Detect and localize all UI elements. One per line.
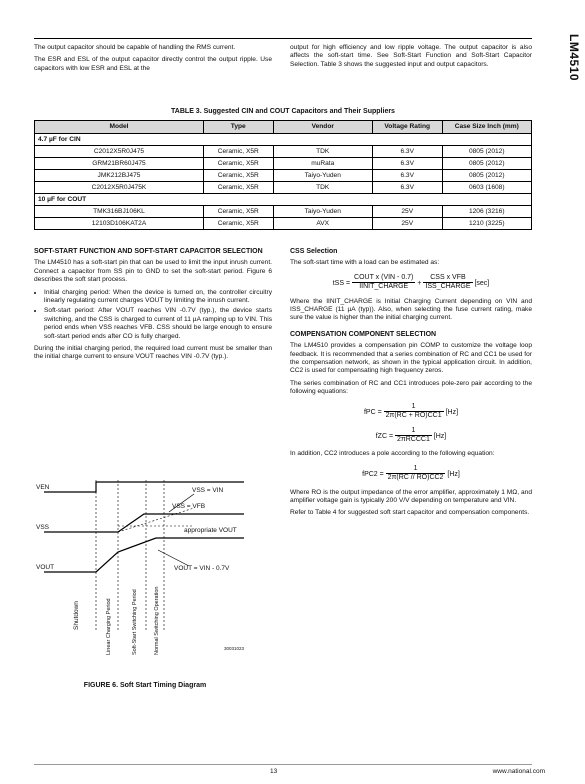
period-normal: Normal Switching Operation — [154, 586, 160, 655]
list-item: • Soft-start period: After VOUT reaches VIN -0.7V (typ.), the device starts switching, and the CSS is charged to current of 11 µA ramping up to VIN. This period ends when VSS reaches VFB. CSS should be large enough to ensure soft-start period ends after CO is fully charged. — [44, 307, 272, 341]
denominator: ISS_CHARGE — [425, 283, 471, 291]
comp-text2: The series combination of RC and CC1 introduces pole-zero pair according to the following equations: — [290, 379, 532, 396]
part-number-title: LM4510 — [567, 34, 581, 82]
fraction — [423, 274, 472, 292]
period-linear: Linear Charging Period — [106, 598, 112, 655]
list-item: • Initial charging period: When the device is turned on, the controller circuitry linearly regulating current charges VOUT by limiting the inrush current. — [44, 289, 272, 306]
cell: AVX — [273, 218, 372, 230]
vss-extension — [118, 508, 194, 532]
tss-unit: [sec] — [474, 279, 490, 287]
cell: 0805 (2012) — [442, 170, 531, 182]
ven-label: VEN — [36, 484, 50, 491]
cell: 0805 (2012) — [442, 146, 531, 158]
cell: Taiyo-Yuden — [273, 170, 372, 182]
left-top-p1: The output capacitor should be capable of handling the RMS current. — [34, 44, 236, 51]
fzc-equation: fZC = $\frac{1}{\text{2πRCCC1}}$ [Hz] — [375, 426, 447, 443]
cell: 25V — [372, 206, 442, 218]
denominator: 2π(RC + RO)CC1 — [385, 412, 442, 420]
cell: TDK — [273, 182, 372, 194]
left-top-text — [34, 44, 272, 77]
cell: Ceramic, X5R — [203, 170, 273, 182]
softstart-outro: During the initial charging period, the required load current must be smaller than the initial charge current to ensure VOUT reaches VIN -0.7V (typ.). — [34, 345, 272, 361]
label-arrow — [158, 550, 189, 566]
cell: GRM21BR60J475 — [35, 158, 204, 170]
cell: 25V — [372, 218, 442, 230]
fzc-unit: [Hz] — [433, 432, 447, 440]
vss-label: VSS — [36, 524, 50, 531]
fraction — [386, 465, 446, 483]
vss-vin-label: VSS = VIN — [192, 487, 224, 494]
cell: C2012X5R0J475K — [35, 182, 204, 194]
right-top-p: output for high efficiency and low ripple voltage. The output capacitor is also affects the soft-start time. See Soft-Start Function and Soft-Start Capacitor Selection. Table 3 shows the suggested input and output capacitors. — [290, 44, 532, 68]
fpc2-unit: [Hz] — [447, 470, 460, 478]
table-row — [35, 206, 532, 218]
cell: 0805 (2012) — [442, 158, 531, 170]
css-text2: Where the IINIT_CHARGE is Initial Charging Current depending on VIN and ISS_CHARGE (11 µA (typ)). Also, when selecting the fuse current rating, make sure the value is higher than the initial charging current. — [290, 297, 532, 322]
fpc-unit: [Hz] — [445, 408, 459, 416]
right-column — [290, 244, 532, 522]
table-header-row — [35, 121, 532, 134]
cell: 6.3V — [372, 158, 442, 170]
cell: TDK — [273, 146, 372, 158]
softstart-section — [34, 244, 272, 366]
table-row — [35, 218, 532, 230]
cell: Ceramic, X5R — [203, 182, 273, 194]
period-shutdown: Shutdown — [73, 601, 80, 630]
page-number: 13 — [270, 768, 278, 775]
group-row — [35, 134, 532, 146]
comp-text5: Refer to Table 4 for suggested soft start capacitor and compensation components. — [290, 509, 530, 517]
numerator: 1 — [384, 403, 444, 412]
vss-vfb-label: VSS = VFB — [172, 503, 206, 510]
comp-text1: The LM4510 provides a compensation pin COMP to customize the voltage loop feedback. It is recommended that a series combination of RC and CC1 be used for the compensation network, as shown in the typical application circuit. In addition, CC2 is used for compensating high frequency zeros. — [290, 342, 532, 375]
website-link[interactable]: www.national.com — [492, 768, 545, 775]
cell: 1210 (3225) — [442, 218, 531, 230]
fzc-label: fZC — [375, 432, 388, 440]
col-model: Model — [35, 121, 204, 134]
cell: Ceramic, X5R — [203, 206, 273, 218]
numerator: 1 — [386, 465, 446, 474]
capacitor-table — [34, 120, 532, 230]
comp-text4: Where RO is the output impedance of the error amplifier, approximately 1 MΩ, and amplifier voltage gain is typically 200 V/V depending on temperature and VIN. — [290, 488, 532, 504]
softstart-list — [34, 289, 272, 341]
soft-start-timing-diagram — [34, 480, 256, 660]
cell: 1206 (3216) — [442, 206, 531, 218]
cell: 12103D106KAT2A — [35, 218, 204, 230]
denominator: 2π(RC // RO)CC2 — [387, 474, 444, 482]
table-row — [35, 158, 532, 170]
table-row — [35, 146, 532, 158]
table-row — [35, 170, 532, 182]
cell: JMK212BJ475 — [35, 170, 204, 182]
table-caption: TABLE 3. Suggested CIN and COUT Capacitors and Their Suppliers — [171, 108, 395, 115]
appropriate-label: appropriate VOUT — [184, 527, 237, 534]
fraction — [352, 274, 415, 292]
cell: muRata — [273, 158, 372, 170]
comp-heading: COMPENSATION COMPONENT SELECTION — [290, 330, 437, 338]
group-label: 10 µF for COUT — [35, 194, 532, 206]
cell: Ceramic, X5R — [203, 218, 273, 230]
css-text: The soft-start time with a load can be estimated as: — [290, 259, 440, 267]
vout-eq-label: VOUT = VIN - 0.7V — [174, 565, 230, 572]
left-top-p2: The ESR and ESL of the output capacitor directly control the output ripple. Use capacitors with low ESR and ESL at the — [34, 56, 272, 72]
top-rule — [34, 38, 532, 39]
col-vendor: Vendor — [273, 121, 372, 134]
tss-equation: tSS = $\frac{\text{COUT x (VIN - 0.7)}}{\text{IINIT\_CHARGE}}$ + $\frac{\text{CSS x VFB}}{\text{ISS\_CHARGE}}$ [sec] — [332, 273, 490, 291]
cell: Taiyo-Yuden — [273, 206, 372, 218]
right-top-text — [290, 44, 532, 73]
period-softstart: Soft-Start Switching Period — [132, 589, 138, 655]
cell: 6.3V — [372, 146, 442, 158]
tss-label: tSS — [332, 279, 345, 287]
vout-label: VOUT — [36, 564, 55, 571]
fpc2-label: fPC2 — [362, 470, 378, 478]
fpc-label: fPC — [363, 408, 376, 416]
comp-text3: In addition, CC2 introduces a pole according to the following equation: — [290, 450, 495, 458]
col-case: Case Size Inch (mm) — [442, 121, 531, 134]
footer-rule — [34, 764, 532, 765]
softstart-heading: SOFT-START FUNCTION AND SOFT-START CAPACITOR SELECTION — [34, 248, 263, 255]
numerator: COUT x (VIN - 0.7) — [352, 274, 415, 283]
col-voltage: Voltage Rating — [372, 121, 442, 134]
numerator: CSS x VFB — [423, 274, 472, 283]
table-row — [35, 182, 532, 194]
cell: Ceramic, X5R — [203, 146, 273, 158]
cell: TMK316BJ106KL — [35, 206, 204, 218]
denominator: IINIT_CHARGE — [359, 283, 409, 291]
figure-caption: FIGURE 6. Soft Start Timing Diagram — [83, 682, 207, 689]
group-label: 4.7 µF for CIN — [35, 134, 532, 146]
fraction — [384, 403, 444, 421]
fpc-equation: fPC = $\frac{1}{2\pi(RC + RO)CC1}$ [Hz] — [363, 402, 459, 420]
fpc2-equation: fPC2 = $\frac{1}{2\pi(RC // RO)CC2}$ [Hz] — [362, 464, 460, 482]
denominator: 2πRCCC1 — [397, 435, 430, 443]
cell: Ceramic, X5R — [203, 158, 273, 170]
css-heading: CSS Selection — [290, 248, 338, 255]
figure-code: 30031023 — [224, 646, 245, 651]
cell: 6.3V — [372, 170, 442, 182]
cell: C2012X5R0J475 — [35, 146, 204, 158]
numerator: 1 — [395, 427, 432, 436]
group-row — [35, 194, 532, 206]
col-type: Type — [203, 121, 273, 134]
cell: 0603 (1608) — [442, 182, 531, 194]
fraction — [395, 427, 432, 445]
softstart-intro: The LM4510 has a soft-start pin that can be used to limit the input inrush current. Connect a capacitor from SS pin to GND to set the soft-start period. Figure 6 describes the soft start process. — [34, 259, 272, 284]
cell: 6.3V — [372, 182, 442, 194]
